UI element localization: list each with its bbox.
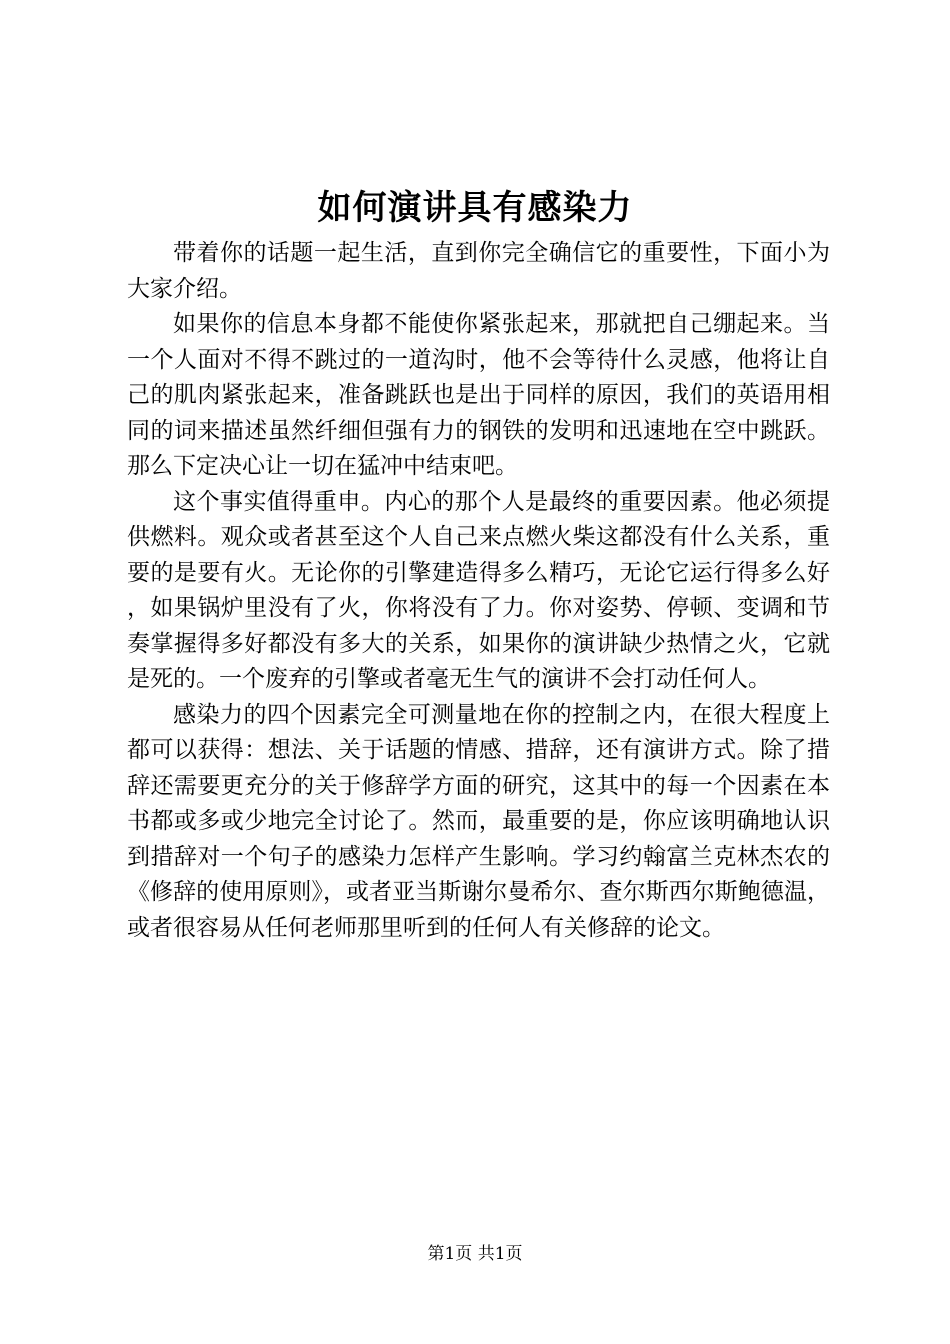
page-number-footer: 第1页 共1页 (427, 1244, 523, 1264)
paragraph-4: 感染力的四个因素完全可测量地在你的控制之内，在很大程度上都可以获得：想法、关于话题的情感、措辞，还有演讲方式。除了措辞还需要更充分的关于修辞学方面的研究，这其中的每一个因素在本书都或多或少地完全讨论了。然而，最重要的是，你应该明确地认识到措辞对一个句子的感染力怎样产生影响。学习约翰富兰克林杰农的《修辞的使用原则》，或者亚当斯谢尔曼希尔、查尔斯西尔斯鲍德温，或者很容易从任何老师那里听到的任何人有关修辞的论文。 (127, 701, 830, 941)
document-body (127, 236, 830, 946)
document-title: 如何演讲具有感染力 (317, 188, 633, 228)
paragraph-1: 带着你的话题一起生活，直到你完全确信它的重要性，下面小为大家介绍。 (127, 240, 830, 302)
paragraph-2: 如果你的信息本身都不能使你紧张起来，那就把自己绷起来。当一个人面对不得不跳过的一道沟时，他不会等待什么灵感，他将让自己的肌肉紧张起来，准备跳跃也是出于同样的原因，我们的英语用相同的词来描述虽然纤细但强有力的钢铁的发明和迅速地在空中跳跃。那么下定决心让一切在猛冲中结束吧。 (127, 311, 830, 479)
paragraph-3: 这个事实值得重申。内心的那个人是最终的重要因素。他必须提供燃料。观众或者甚至这个人自己来点燃火柴这都没有什么关系，重要的是要有火。无论你的引擎建造得多么精巧，无论它运行得多么好，如果锅炉里没有了火，你将没有了力。你对姿势、停顿、变调和节奏掌握得多好都没有多大的关系，如果你的演讲缺少热情之火，它就是死的。一个废弃的引擎或者毫无生气的演讲不会打动任何人。 (127, 488, 830, 692)
